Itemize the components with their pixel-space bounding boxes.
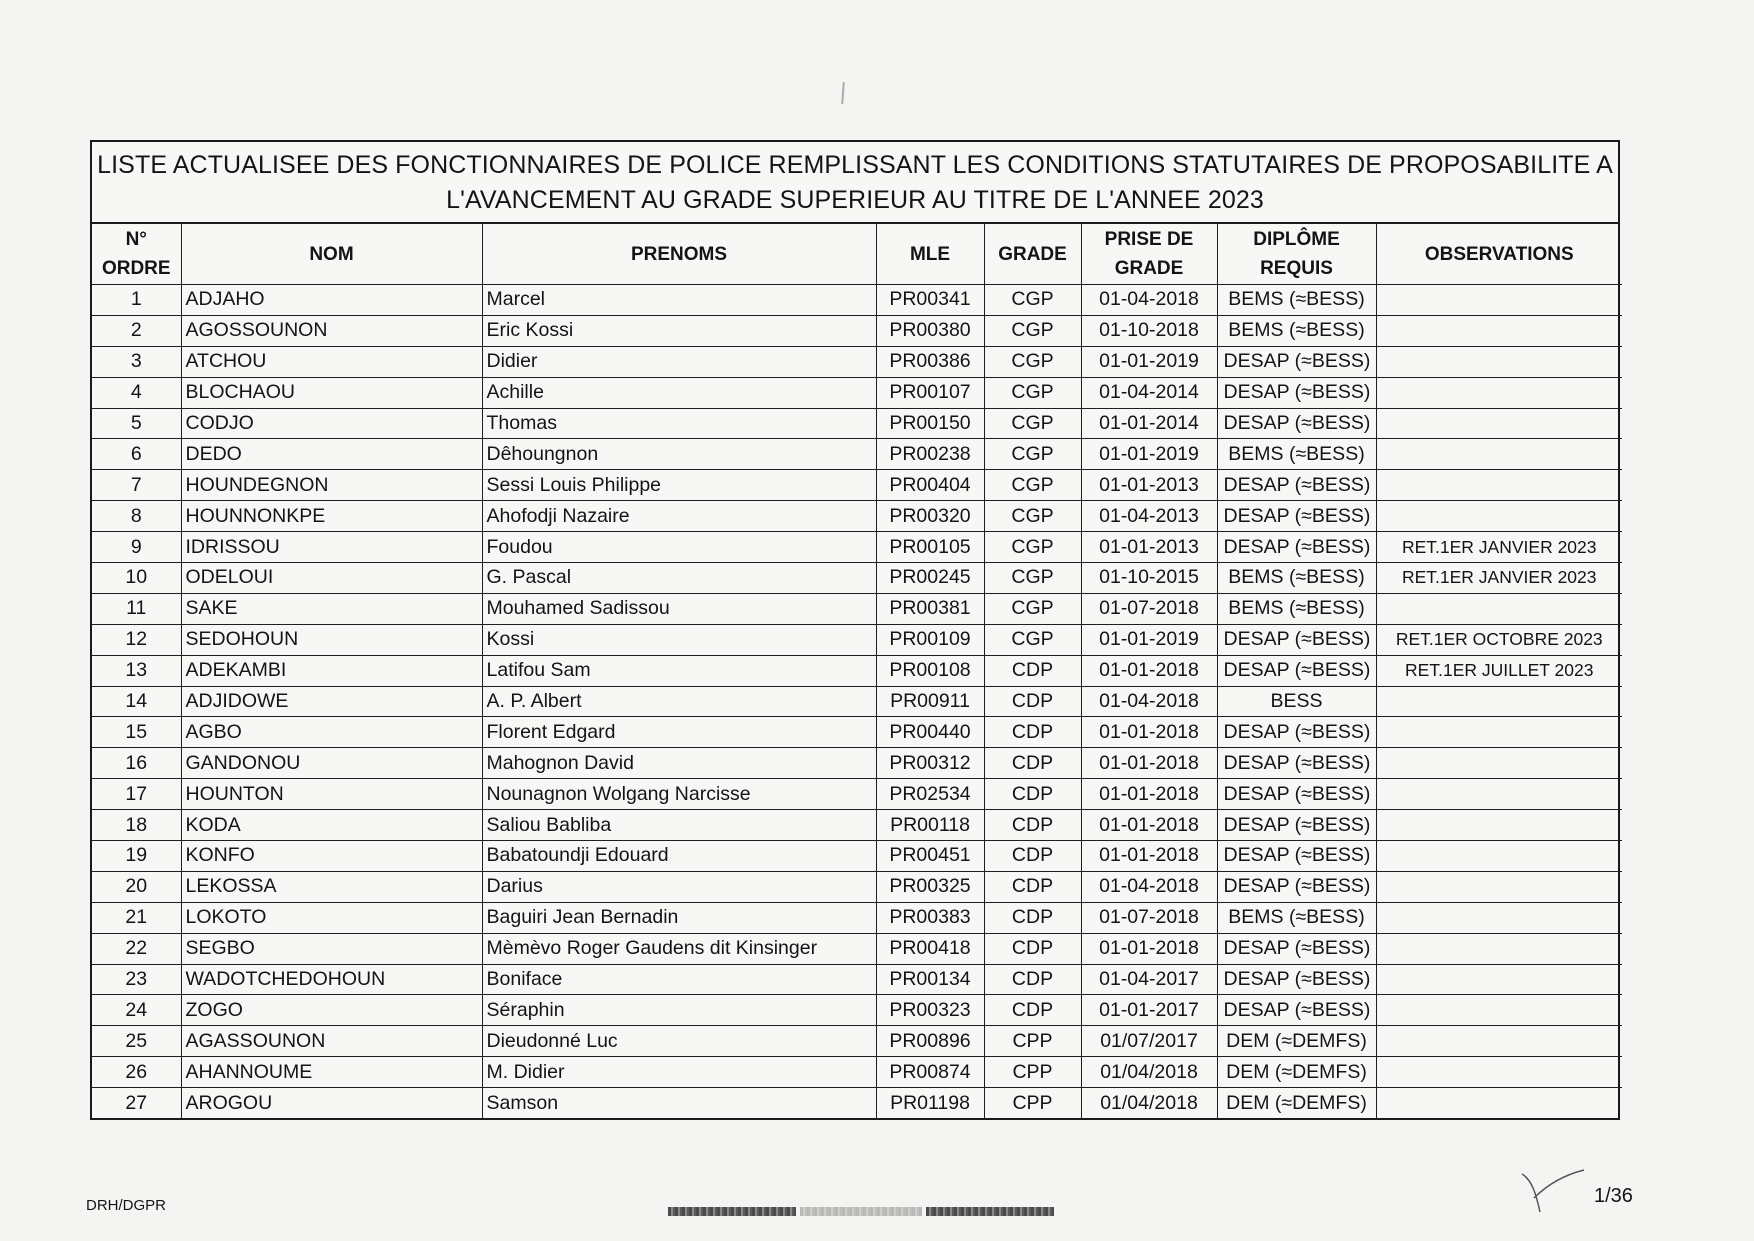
cell-prise-de-grade: 01-01-2019 xyxy=(1081,346,1217,377)
title-line-1: LISTE ACTUALISEE DES FONCTIONNAIRES DE POLICE REMPLISSANT LES CONDITIONS STATUTAIRES DE PROPOSABILITE A xyxy=(97,151,1613,179)
cell-mle: PR00381 xyxy=(876,593,984,624)
cell-observations xyxy=(1376,408,1622,439)
header-prise-de-grade: PRISE DE GRADE xyxy=(1081,224,1217,285)
table-row xyxy=(92,1057,1622,1088)
cell-prise-de-grade: 01-07-2018 xyxy=(1081,902,1217,933)
cell-observations xyxy=(1376,377,1622,408)
cell-prenoms: Mouhamed Sadissou xyxy=(482,593,876,624)
cell-mle: PR00341 xyxy=(876,285,984,316)
cell-diplome: DESAP (≈BESS) xyxy=(1217,470,1376,501)
cell-prenoms: Latifou Sam xyxy=(482,655,876,686)
cell-prise-de-grade: 01-01-2017 xyxy=(1081,995,1217,1026)
cell-diplome: BEMS (≈BESS) xyxy=(1217,593,1376,624)
cell-diplome: BEMS (≈BESS) xyxy=(1217,563,1376,594)
table-row xyxy=(92,408,1622,439)
cell-observations xyxy=(1376,501,1622,532)
cell-grade: CGP xyxy=(984,346,1081,377)
cell-mle: PR00238 xyxy=(876,439,984,470)
cell-grade: CDP xyxy=(984,810,1081,841)
table-row xyxy=(92,346,1622,377)
cell-prise-de-grade: 01-01-2013 xyxy=(1081,532,1217,563)
cell-ordre: 5 xyxy=(92,408,181,439)
table-header-row xyxy=(92,224,1622,285)
scan-bar xyxy=(668,1207,796,1216)
signature-mark xyxy=(1510,1160,1590,1220)
cell-mle: PR00245 xyxy=(876,563,984,594)
cell-grade: CGP xyxy=(984,470,1081,501)
document-sheet xyxy=(90,140,1620,1120)
cell-prenoms: Didier xyxy=(482,346,876,377)
cell-observations xyxy=(1376,1057,1622,1088)
table-row xyxy=(92,593,1622,624)
cell-observations xyxy=(1376,470,1622,501)
cell-nom: WADOTCHEDOHOUN xyxy=(181,964,482,995)
cell-mle: PR00325 xyxy=(876,871,984,902)
cell-prise-de-grade: 01-01-2018 xyxy=(1081,717,1217,748)
cell-prise-de-grade: 01-10-2015 xyxy=(1081,563,1217,594)
cell-observations xyxy=(1376,902,1622,933)
cell-prise-de-grade: 01-04-2018 xyxy=(1081,686,1217,717)
cell-grade: CGP xyxy=(984,563,1081,594)
cell-mle: PR00386 xyxy=(876,346,984,377)
title-line-2: L'AVANCEMENT AU GRADE SUPERIEUR AU TITRE DE L'ANNEE 2023 xyxy=(446,186,1264,214)
cell-mle: PR00105 xyxy=(876,532,984,563)
cell-nom: CODJO xyxy=(181,408,482,439)
cell-grade: CDP xyxy=(984,748,1081,779)
cell-diplome: DESAP (≈BESS) xyxy=(1217,748,1376,779)
cell-ordre: 27 xyxy=(92,1088,181,1118)
cell-ordre: 22 xyxy=(92,933,181,964)
cell-nom: AGASSOUNON xyxy=(181,1026,482,1057)
cell-grade: CGP xyxy=(984,315,1081,346)
cell-ordre: 13 xyxy=(92,655,181,686)
cell-grade: CDP xyxy=(984,933,1081,964)
cell-grade: CDP xyxy=(984,686,1081,717)
cell-nom: ADJAHO xyxy=(181,285,482,316)
footer-department: DRH/DGPR xyxy=(86,1197,167,1214)
cell-mle: PR00134 xyxy=(876,964,984,995)
cell-nom: DEDO xyxy=(181,439,482,470)
cell-grade: CDP xyxy=(984,779,1081,810)
cell-prenoms: Dieudonné Luc xyxy=(482,1026,876,1057)
cell-grade: CDP xyxy=(984,995,1081,1026)
cell-mle: PR00440 xyxy=(876,717,984,748)
cell-diplome: DESAP (≈BESS) xyxy=(1217,841,1376,872)
header-prenoms: PRENOMS xyxy=(482,224,876,285)
cell-nom: SEGBO xyxy=(181,933,482,964)
cell-observations xyxy=(1376,315,1622,346)
cell-diplome: BEMS (≈BESS) xyxy=(1217,902,1376,933)
cell-grade: CDP xyxy=(984,841,1081,872)
cell-observations: RET.1ER JUILLET 2023 xyxy=(1376,655,1622,686)
cell-ordre: 2 xyxy=(92,315,181,346)
cell-ordre: 26 xyxy=(92,1057,181,1088)
table-row xyxy=(92,779,1622,810)
table-row xyxy=(92,655,1622,686)
cell-prise-de-grade: 01-04-2014 xyxy=(1081,377,1217,408)
cell-nom: LOKOTO xyxy=(181,902,482,933)
cell-nom: GANDONOU xyxy=(181,748,482,779)
cell-prenoms: Ahofodji Nazaire xyxy=(482,501,876,532)
table-row xyxy=(92,501,1622,532)
cell-diplome: DESAP (≈BESS) xyxy=(1217,871,1376,902)
cell-nom: AROGOU xyxy=(181,1088,482,1118)
cell-prise-de-grade: 01-01-2019 xyxy=(1081,439,1217,470)
cell-mle: PR00451 xyxy=(876,841,984,872)
cell-prenoms: Marcel xyxy=(482,285,876,316)
cell-ordre: 23 xyxy=(92,964,181,995)
cell-diplome: DESAP (≈BESS) xyxy=(1217,408,1376,439)
cell-nom: ODELOUI xyxy=(181,563,482,594)
cell-grade: CGP xyxy=(984,624,1081,655)
cell-grade: CDP xyxy=(984,717,1081,748)
cell-mle: PR00874 xyxy=(876,1057,984,1088)
cell-observations xyxy=(1376,1026,1622,1057)
cell-observations xyxy=(1376,841,1622,872)
cell-observations xyxy=(1376,810,1622,841)
cell-mle: PR00150 xyxy=(876,408,984,439)
table-row xyxy=(92,532,1622,563)
cell-ordre: 20 xyxy=(92,871,181,902)
cell-ordre: 14 xyxy=(92,686,181,717)
cell-observations xyxy=(1376,593,1622,624)
cell-prenoms: Saliou Babliba xyxy=(482,810,876,841)
cell-observations xyxy=(1376,964,1622,995)
cell-mle: PR00118 xyxy=(876,810,984,841)
header-nom: NOM xyxy=(181,224,482,285)
cell-grade: CDP xyxy=(984,871,1081,902)
cell-prenoms: Eric Kossi xyxy=(482,315,876,346)
cell-prise-de-grade: 01/04/2018 xyxy=(1081,1057,1217,1088)
cell-diplome: DESAP (≈BESS) xyxy=(1217,532,1376,563)
cell-ordre: 8 xyxy=(92,501,181,532)
cell-grade: CGP xyxy=(984,532,1081,563)
cell-observations xyxy=(1376,1088,1622,1118)
cell-mle: PR00320 xyxy=(876,501,984,532)
cell-prise-de-grade: 01-01-2018 xyxy=(1081,933,1217,964)
cell-nom: AGOSSOUNON xyxy=(181,315,482,346)
table-row xyxy=(92,563,1622,594)
cell-prenoms: Nounagnon Wolgang Narcisse xyxy=(482,779,876,810)
table-row xyxy=(92,285,1622,316)
cell-prenoms: Babatoundji Edouard xyxy=(482,841,876,872)
cell-mle: PR00380 xyxy=(876,315,984,346)
header-observations: OBSERVATIONS xyxy=(1376,224,1622,285)
cell-mle: PR00312 xyxy=(876,748,984,779)
cell-grade: CGP xyxy=(984,377,1081,408)
cell-ordre: 12 xyxy=(92,624,181,655)
cell-observations xyxy=(1376,285,1622,316)
cell-nom: SAKE xyxy=(181,593,482,624)
table-row xyxy=(92,1026,1622,1057)
cell-diplome: DEM (≈DEMFS) xyxy=(1217,1057,1376,1088)
table-row xyxy=(92,933,1622,964)
cell-ordre: 21 xyxy=(92,902,181,933)
cell-grade: CGP xyxy=(984,439,1081,470)
cell-observations: RET.1ER JANVIER 2023 xyxy=(1376,563,1622,594)
cell-ordre: 6 xyxy=(92,439,181,470)
cell-grade: CGP xyxy=(984,285,1081,316)
cell-ordre: 25 xyxy=(92,1026,181,1057)
cell-nom: KONFO xyxy=(181,841,482,872)
cell-ordre: 17 xyxy=(92,779,181,810)
table-row xyxy=(92,748,1622,779)
cell-ordre: 1 xyxy=(92,285,181,316)
cell-nom: ADJIDOWE xyxy=(181,686,482,717)
document-title xyxy=(92,142,1618,224)
cell-diplome: DESAP (≈BESS) xyxy=(1217,655,1376,686)
cell-observations: RET.1ER OCTOBRE 2023 xyxy=(1376,624,1622,655)
cell-observations xyxy=(1376,717,1622,748)
cell-ordre: 3 xyxy=(92,346,181,377)
cell-observations: RET.1ER JANVIER 2023 xyxy=(1376,532,1622,563)
cell-nom: ADEKAMBI xyxy=(181,655,482,686)
cell-grade: CDP xyxy=(984,902,1081,933)
cell-diplome: DEM (≈DEMFS) xyxy=(1217,1026,1376,1057)
cell-prenoms: M. Didier xyxy=(482,1057,876,1088)
cell-ordre: 16 xyxy=(92,748,181,779)
header-ordre: N° ORDRE xyxy=(92,224,181,285)
cell-grade: CPP xyxy=(984,1057,1081,1088)
cell-prenoms: Darius xyxy=(482,871,876,902)
cell-prenoms: Florent Edgard xyxy=(482,717,876,748)
header-grade: GRADE xyxy=(984,224,1081,285)
cell-mle: PR00107 xyxy=(876,377,984,408)
cell-prise-de-grade: 01-01-2019 xyxy=(1081,624,1217,655)
cell-ordre: 19 xyxy=(92,841,181,872)
cell-prenoms: Kossi xyxy=(482,624,876,655)
header-mle: MLE xyxy=(876,224,984,285)
cell-prenoms: Séraphin xyxy=(482,995,876,1026)
cell-diplome: DESAP (≈BESS) xyxy=(1217,346,1376,377)
cell-diplome: DESAP (≈BESS) xyxy=(1217,995,1376,1026)
cell-prise-de-grade: 01-04-2018 xyxy=(1081,285,1217,316)
cell-diplome: DESAP (≈BESS) xyxy=(1217,810,1376,841)
cell-observations xyxy=(1376,871,1622,902)
cell-prenoms: A. P. Albert xyxy=(482,686,876,717)
cell-diplome: BEMS (≈BESS) xyxy=(1217,285,1376,316)
cell-ordre: 10 xyxy=(92,563,181,594)
cell-prise-de-grade: 01-04-2013 xyxy=(1081,501,1217,532)
cell-prenoms: Mahognon David xyxy=(482,748,876,779)
cell-ordre: 4 xyxy=(92,377,181,408)
cell-prise-de-grade: 01-01-2018 xyxy=(1081,748,1217,779)
cell-nom: SEDOHOUN xyxy=(181,624,482,655)
cell-prise-de-grade: 01-04-2018 xyxy=(1081,871,1217,902)
cell-diplome: DESAP (≈BESS) xyxy=(1217,717,1376,748)
cell-ordre: 15 xyxy=(92,717,181,748)
cell-mle: PR02534 xyxy=(876,779,984,810)
cell-mle: PR01198 xyxy=(876,1088,984,1118)
cell-prise-de-grade: 01-01-2018 xyxy=(1081,779,1217,810)
cell-observations xyxy=(1376,686,1622,717)
cell-prise-de-grade: 01-04-2017 xyxy=(1081,964,1217,995)
cell-nom: BLOCHAOU xyxy=(181,377,482,408)
cell-observations xyxy=(1376,995,1622,1026)
cell-grade: CPP xyxy=(984,1026,1081,1057)
cell-prenoms: Foudou xyxy=(482,532,876,563)
scan-bar xyxy=(800,1207,922,1216)
cell-mle: PR00896 xyxy=(876,1026,984,1057)
scan-mark xyxy=(841,82,845,104)
cell-nom: IDRISSOU xyxy=(181,532,482,563)
cell-observations xyxy=(1376,779,1622,810)
cell-mle: PR00109 xyxy=(876,624,984,655)
cell-nom: ATCHOU xyxy=(181,346,482,377)
table-row xyxy=(92,902,1622,933)
cell-diplome: BESS xyxy=(1217,686,1376,717)
cell-prise-de-grade: 01-01-2018 xyxy=(1081,655,1217,686)
cell-mle: PR00323 xyxy=(876,995,984,1026)
cell-prenoms: Achille xyxy=(482,377,876,408)
cell-mle: PR00911 xyxy=(876,686,984,717)
cell-mle: PR00108 xyxy=(876,655,984,686)
scan-bar xyxy=(926,1207,1054,1216)
cell-diplome: DEM (≈DEMFS) xyxy=(1217,1088,1376,1118)
cell-observations xyxy=(1376,346,1622,377)
cell-ordre: 18 xyxy=(92,810,181,841)
cell-ordre: 7 xyxy=(92,470,181,501)
cell-nom: ZOGO xyxy=(181,995,482,1026)
cell-diplome: DESAP (≈BESS) xyxy=(1217,933,1376,964)
cell-diplome: DESAP (≈BESS) xyxy=(1217,377,1376,408)
cell-diplome: BEMS (≈BESS) xyxy=(1217,439,1376,470)
cell-prenoms: Baguiri Jean Bernadin xyxy=(482,902,876,933)
table-row xyxy=(92,810,1622,841)
table-row xyxy=(92,315,1622,346)
cell-nom: HOUNNONKPE xyxy=(181,501,482,532)
cell-prise-de-grade: 01/07/2017 xyxy=(1081,1026,1217,1057)
cell-ordre: 11 xyxy=(92,593,181,624)
table-row xyxy=(92,470,1622,501)
cell-ordre: 9 xyxy=(92,532,181,563)
table-row xyxy=(92,686,1622,717)
table-row xyxy=(92,624,1622,655)
cell-grade: CGP xyxy=(984,593,1081,624)
table-row xyxy=(92,871,1622,902)
page-number: 1/36 xyxy=(1594,1185,1633,1207)
cell-prenoms: G. Pascal xyxy=(482,563,876,594)
cell-nom: LEKOSSA xyxy=(181,871,482,902)
table-row xyxy=(92,377,1622,408)
cell-diplome: DESAP (≈BESS) xyxy=(1217,779,1376,810)
cell-ordre: 24 xyxy=(92,995,181,1026)
table-row xyxy=(92,439,1622,470)
cell-nom: AHANNOUME xyxy=(181,1057,482,1088)
cell-grade: CGP xyxy=(984,501,1081,532)
cell-diplome: DESAP (≈BESS) xyxy=(1217,501,1376,532)
table-row xyxy=(92,841,1622,872)
cell-grade: CPP xyxy=(984,1088,1081,1118)
cell-mle: PR00404 xyxy=(876,470,984,501)
cell-prenoms: Samson xyxy=(482,1088,876,1118)
cell-observations xyxy=(1376,439,1622,470)
cell-diplome: DESAP (≈BESS) xyxy=(1217,624,1376,655)
cell-mle: PR00418 xyxy=(876,933,984,964)
table-row xyxy=(92,717,1622,748)
cell-prise-de-grade: 01-01-2018 xyxy=(1081,810,1217,841)
cell-grade: CGP xyxy=(984,408,1081,439)
cell-observations xyxy=(1376,748,1622,779)
cell-prenoms: Thomas xyxy=(482,408,876,439)
personnel-table xyxy=(92,224,1622,1118)
table-row xyxy=(92,964,1622,995)
cell-prise-de-grade: 01-01-2018 xyxy=(1081,841,1217,872)
cell-prise-de-grade: 01/04/2018 xyxy=(1081,1088,1217,1118)
cell-prise-de-grade: 01-01-2013 xyxy=(1081,470,1217,501)
cell-diplome: DESAP (≈BESS) xyxy=(1217,964,1376,995)
cell-prise-de-grade: 01-10-2018 xyxy=(1081,315,1217,346)
cell-prise-de-grade: 01-07-2018 xyxy=(1081,593,1217,624)
table-row xyxy=(92,995,1622,1026)
cell-nom: AGBO xyxy=(181,717,482,748)
cell-prenoms: Sessi Louis Philippe xyxy=(482,470,876,501)
cell-nom: KODA xyxy=(181,810,482,841)
cell-nom: HOUNTON xyxy=(181,779,482,810)
cell-observations xyxy=(1376,933,1622,964)
cell-grade: CDP xyxy=(984,964,1081,995)
cell-prise-de-grade: 01-01-2014 xyxy=(1081,408,1217,439)
cell-grade: CDP xyxy=(984,655,1081,686)
cell-mle: PR00383 xyxy=(876,902,984,933)
cell-nom: HOUNDEGNON xyxy=(181,470,482,501)
cell-prenoms: Dêhoungnon xyxy=(482,439,876,470)
cell-prenoms: Boniface xyxy=(482,964,876,995)
cell-diplome: BEMS (≈BESS) xyxy=(1217,315,1376,346)
header-diplome-requis: DIPLÔME REQUIS xyxy=(1217,224,1376,285)
table-row xyxy=(92,1088,1622,1118)
cell-prenoms: Mèmèvo Roger Gaudens dit Kinsinger xyxy=(482,933,876,964)
